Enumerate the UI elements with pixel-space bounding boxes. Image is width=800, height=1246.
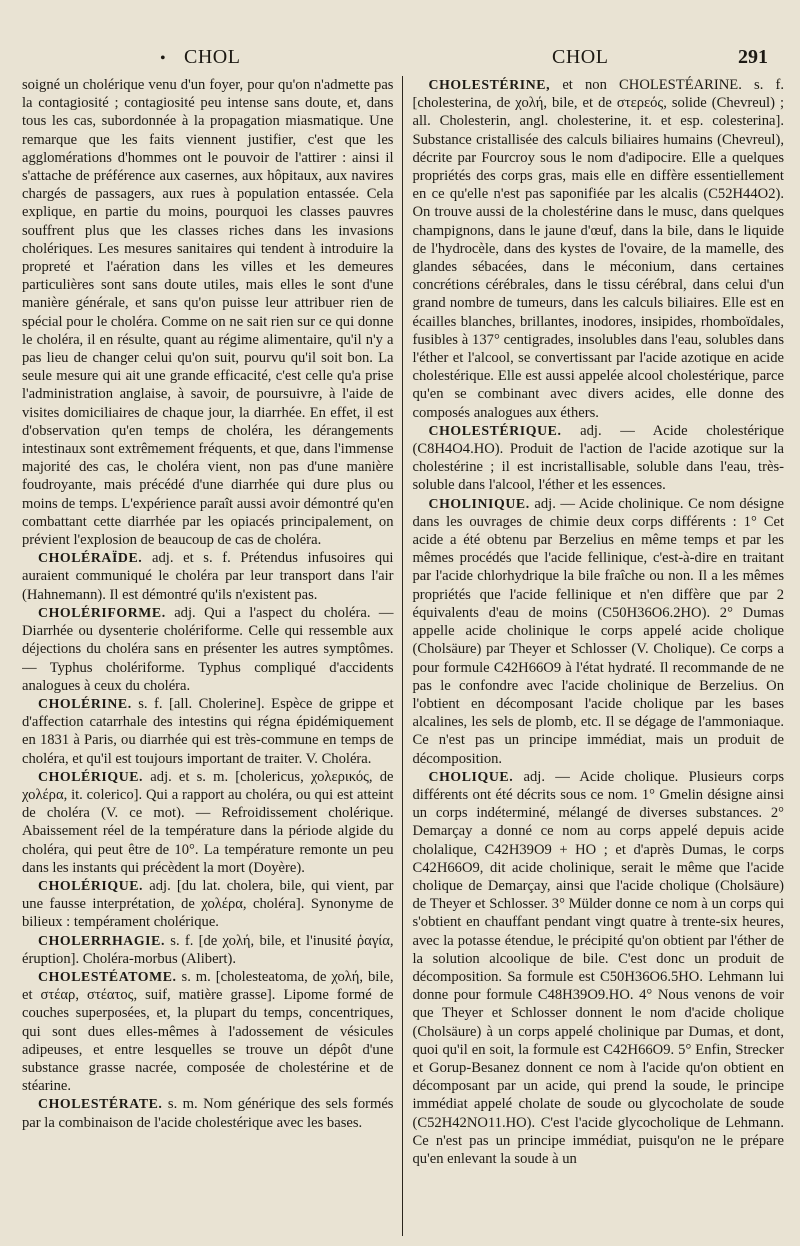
- dictionary-entry: [22, 877, 394, 932]
- dictionary-entry: [413, 768, 785, 1168]
- dictionary-entry: [22, 604, 394, 695]
- dictionary-entry: [22, 968, 394, 1095]
- header-bullet: •: [160, 50, 166, 67]
- dictionary-entry: [413, 76, 785, 422]
- entry-headword: CHOLÉRAÏDE.: [38, 550, 143, 566]
- entry-body: adj. et s. m. [cholericus, χολερικός, de χολέρα, it. colerico]. Qui a rapport au choléra, ou qui est atteint de choléra (V. ce mot). — Refroidissement cholérique. Abaissement réel de la température dans la période algide du choléra, qui peut être de 10°. La température remonte un peu dans les instants qui précèdent la mort (Doyère).: [22, 768, 394, 876]
- entry-body: s. f. [all. Cholerine]. Espèce de grippe et d'affection catarrhale des intestins qui régna épidémiquement en 1831 à Paris, ou diarrhée qui est très-commune en temps de choléra, et qu'il est toujours important de traiter. V. Choléra.: [22, 695, 394, 767]
- entry-headword: CHOLÉRINE.: [38, 695, 132, 711]
- entry-body: adj. — Acide cholestérique (C8H4O4.HO). Produit de l'action de l'acide azotique sur la cholestérine ; il est incristallisable, soluble dans l'eau, très-soluble dans l'alcool, l'éther et les essences.: [412, 422, 784, 494]
- entry-headword: CHOLERRHAGIE.: [38, 932, 166, 948]
- page-number: 291: [738, 46, 768, 68]
- entry-headword: CHOLIQUE.: [428, 768, 514, 784]
- entry-body: s. m. [cholesteatoma, de χολή, bile, et στέαρ, στέατος, suif, matière grasse]. Lipome formé de couches superposées, et, la plupart du temps, concentriques, qui sont dues elles-mêmes à l'adossement de vésicules adipeuses, et entre lesquelles se trouve un dépôt d'une substance grasse nacrée, composée de cholestérine et de stéarine.: [22, 968, 394, 1095]
- right-running-head: CHOL: [552, 46, 609, 68]
- dictionary-entry: [22, 549, 394, 604]
- entry-body: adj. Qui a l'aspect du choléra. — Diarrhée ou dysenterie cholériforme. Celle qui ressemble aux déjections du choléra sans en présenter les autres symptômes. — Typhus cholériforme. Typhus compliqué d'accidents analogues à ceux du choléra.: [22, 604, 394, 694]
- entry-headword: CHOLÉRIQUE.: [38, 877, 144, 893]
- entry-headword: CHOLESTÉRIQUE.: [428, 422, 562, 438]
- left-running-head: CHOL: [184, 46, 241, 68]
- text-columns: [22, 76, 784, 1236]
- entry-headword: CHOLINIQUE.: [428, 495, 530, 511]
- right-column: [402, 76, 785, 1236]
- dictionary-entry: [22, 768, 394, 877]
- entry-headword: CHOLÉRIQUE.: [38, 768, 144, 784]
- dictionary-entry: [22, 1095, 394, 1131]
- dictionary-entry: [413, 495, 785, 768]
- left-column: [22, 76, 402, 1236]
- entry-body: et non CHOLESTÉARINE. s. f. [cholesterina, de χολή, bile, et de στερεός, solide (Chevreul) ; all. Cholesterin, angl. cholesterine, it. et esp. colesterina]. Substance cristallisée des calculs biliaires humains (Chevreul), décrite par Fourcroy sous le nom d'adipocire. Elle a quelques propriétés des corps gras, mais elle en diffère essentiellement en ce qu'elle n'est pas saponifiée par les alcalis (C52H44O2). On trouve aussi de la cholestérine dans le musc, dans quelques champignons, dans le jaune d'œuf, dans la bile, dans le liquide de l'hydrocèle, dans des kystes de l'ovaire, de la mamelle, des glandes sébacées, dans le méconium, dans certaines concrétions cérébrales, dans le tissu cérébral, dans celui d'un grand nombre de tumeurs, dans les calculs biliaires. Elle est en écailles blanches, brillantes, inodores, insipides, rhomboïdales, fusibles à 137° centigrades, insolubles dans l'eau, solubles dans l'éther et l'alcool, se convertissant par l'acide azotique en acide cholestérique. Elle est aussi appelée alcool cholestérique, parce qu'en se combinant avec divers acides, elle donne des composés analogues aux éthers.: [412, 77, 784, 421]
- dictionary-entry: [413, 422, 785, 495]
- entry-headword: CHOLÉRIFORME.: [38, 604, 166, 620]
- dictionary-entry: [22, 932, 394, 968]
- entry-headword: CHOLESTÉRATE.: [38, 1096, 163, 1112]
- dictionary-entry: [22, 695, 394, 768]
- entry-body: s. f. [de χολή, bile, et l'inusité ῥαγία, éruption]. Choléra-morbus (Alibert).: [22, 932, 394, 967]
- entry-body: adj. et s. f. Prétendus infusoires qui auraient communiqué le choléra par leur transport dans l'air (Hahnemann). Il est démontré qu'ils n'existent pas.: [22, 550, 394, 603]
- entry-headword: CHOLESTÉRINE,: [428, 77, 551, 92]
- entry-headword: CHOLESTÉATOME.: [38, 968, 177, 984]
- entry-body: s. m. Nom générique des sels formés par la combinaison de l'acide cholestérique avec les bases.: [22, 1096, 394, 1131]
- entry-body: soigné un cholérique venu d'un foyer, pour qu'on n'admette pas la contagiosité ; contagiosité peu intense sans doute, et, dans tous les cas, subordonnée à la propagation miasmatique. Une remarque que les faits viennent justifier, c'est que les agglomérations d'hommes ont le pouvoir de l'attirer : ainsi il s'attache de préférence aux casernes, aux hôpitaux, aux navires chargés de passagers, aux rues à population entassée. Cela explique, en partie du moins, pourquoi les classes pauvres souffrent plus que les classes riches dans les invasions cholériques. Les mesures sanitaires qui tendent à introduire la propreté et l'aération dans les villes et les demeures particulières sont sans doute utiles, mais elles le sont d'une manière générale, et sans qu'on puisse leur attribuer rien de spécial pour le choléra. Comme on ne sait rien sur ce qui donne le choléra, il en résulte, quant au régime alimentaire, qu'il n'y a pas lieu de changer celui qu'on suit, pourvu qu'il soit bon. La seule mesure qui ait une grande efficacité, c'est celle qu'a prise l'administration anglaise, à savoir, de poursuivre, à l'aide de visites domiciliaires de chaque jour, la diarrhée. En effet, il est d'observation qu'en temps de choléra, les dérangements intestinaux sont extrêmement fréquents, et que, dans l'immense majorité des cas, le choléra vient, non pas d'une manière foudroyante, mais précédé d'une diarrhée qui dure plus ou moins de temps. L'expérience paraît aussi avoir démontré qu'en combattant cette diarrhée par les opiacés principalement, on prévient l'explosion de beaucoup de cas de choléra.: [22, 77, 394, 549]
- entry-body: adj. — Acide cholique. Plusieurs corps différents ont été décrits sous ce nom. 1° Gmelin désigne ainsi un corps indéterminé, mélangé de diverses substances. 2° Demarçay a donné ce nom au corps appelé depuis acide cholalique, C42H39O9 + HO ; et d'après Dumas, le corps C42H66O9, dit acide cholinique, serait le même que l'acide cholique de Demarçay, ainsi que l'acide cholique (Cholsäure) de Theyer et Schlosser. 3° Mülder donne ce nom à un corps qui s'obtient en chauffant pendant vingt quatre à trente-six heures, avec la potasse étendue, le précipité qu'on obtient par l'éther de la solution alcoolique de bile. C'est donc un produit de décomposition. Sa formule est C50H36O6.5HO. Lehmann lui donne pour formule C48H39O9.HO. 4° Nous venons de voir que Theyer et Schlosser donnent le nom d'acide cholique (Cholsäure) à un corps appelé cholinique par Dumas, et dont, quoi qu'il en soit, la formule est C42H66O9. 5° Enfin, Strecker et Gorup-Besanez donnent ce nom à l'acide qu'on obtient en décomposant par un acide, qui prend la soude, le principe immédiat appelé cholate de soude ou glycocholate de soude (C52H42NO11.HO). C'est l'acide glycocholique de Lehmann. Ce n'est pas un principe immédiat, puisqu'on ne le prépare qu'en enlevant la soude à un: [412, 768, 784, 1167]
- page-header: [0, 0, 800, 70]
- entry-body: adj. — Acide cholinique. Ce nom désigne dans les ouvrages de chimie deux corps différents : 1° Cet acide a été obtenu par Berzelius en même temps et par les mêmes procédés que l'acide fellinique, c'est-à-dire en traitant par l'acide chlorhydrique la bile fraîche ou non. Il a les mêmes propriétés que l'acide fellinique et n'en diffère que par 2 équivalents d'eau de moins (C50H36O6.2HO). 2° Dumas appelle acide cholinique le corps appelé acide cholique (Cholsäure) par Theyer et Schlosser (V. Cholique). Ce corps a pour formule C42H66O9 à l'état hydraté. Il recommande de ne pas le confondre avec l'acide cholinique de Berzelius. On l'obtient en décomposant l'acide cholique par les bases alcalines, les sels de plomb, etc. Il se dégage de l'ammoniaque. Ce n'est pas un principe immédiat, mais un produit de décomposition.: [412, 495, 784, 767]
- entry-body: adj. [du lat. cholera, bile, qui vient, par une fausse interprétation, de χολέρα, choléra]. Synonyme de bilieux : tempérament cholérique.: [22, 877, 394, 931]
- continued-text: [22, 76, 394, 549]
